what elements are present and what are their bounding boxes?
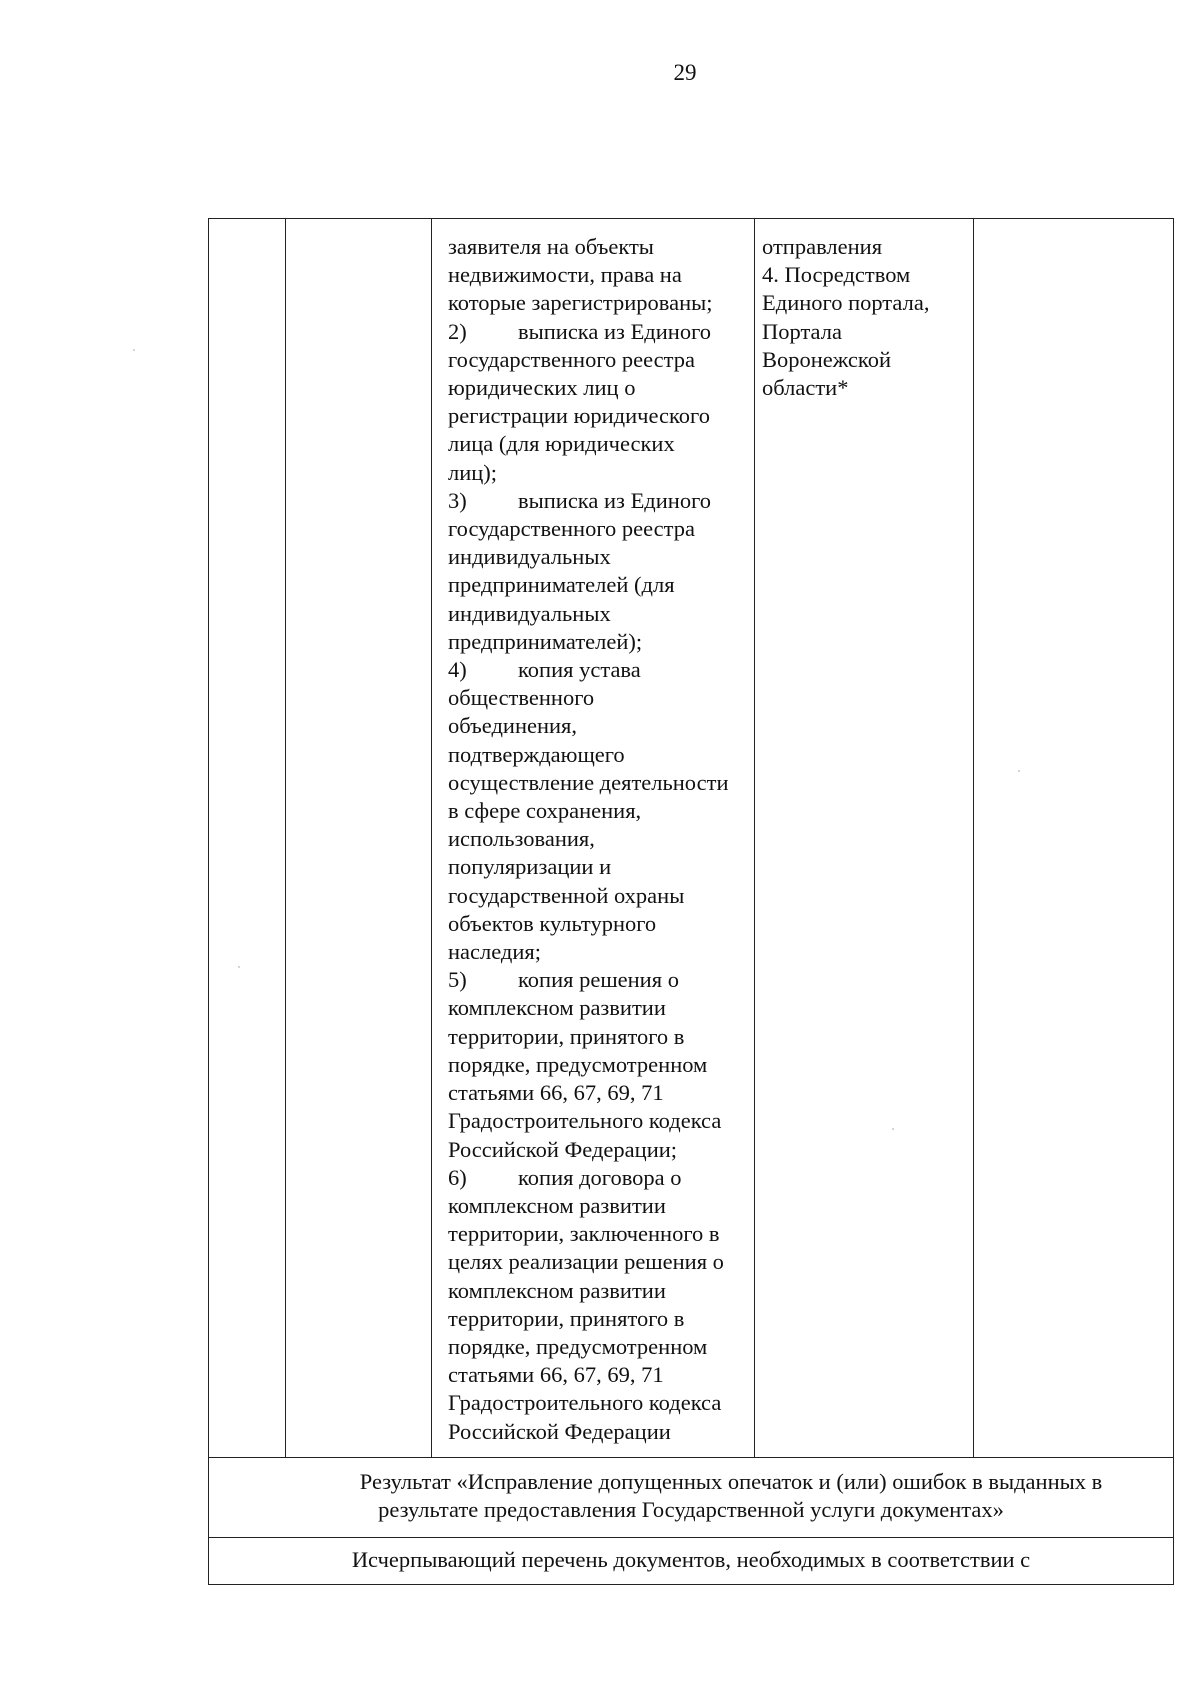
submission-method-line: Портала — [762, 318, 842, 344]
document-list-line — [448, 1418, 728, 1446]
list-item-text: общественного — [448, 685, 595, 711]
list-item-text: копия договора о — [518, 1164, 682, 1190]
list-item-text: наследия; — [448, 939, 542, 965]
document-list-line — [448, 233, 728, 261]
document-list-line — [448, 712, 728, 740]
document-list-line — [448, 1192, 728, 1220]
list-item-text: объединения, — [448, 713, 578, 739]
document-list-line — [448, 1333, 728, 1361]
list-item-text: выписка из Единого — [518, 487, 712, 513]
document-list-line — [448, 1389, 728, 1417]
document-list-line — [448, 1220, 728, 1248]
list-item-text: которые зарегистрированы; — [448, 290, 713, 316]
list-item-text: индивидуальных — [448, 544, 611, 570]
list-item-text: в сфере сохранения, — [448, 798, 642, 824]
submission-method-line: Воронежской — [762, 346, 891, 372]
list-item-number: 3) — [448, 487, 467, 513]
result-heading-row — [209, 1458, 1173, 1538]
scan-speck — [133, 349, 135, 351]
document-list-line — [448, 966, 728, 994]
document-list-line — [448, 600, 728, 628]
list-item-text: статьями 66, 67, 69, 71 — [448, 1080, 664, 1106]
scan-speck — [892, 1128, 894, 1130]
document-list-line — [448, 459, 728, 487]
list-item-text: осуществление деятельности — [448, 769, 729, 795]
list-item-text: государственной охраны — [448, 882, 685, 908]
submission-method-line: отправления — [762, 234, 883, 259]
document-list-line — [448, 628, 728, 656]
document-list-line — [448, 289, 728, 317]
list-item-text: объектов культурного — [448, 910, 657, 936]
document-list-line — [448, 853, 728, 881]
list-item-text: предпринимателей); — [448, 628, 643, 654]
list-item-number: 2) — [448, 318, 467, 344]
documents-table — [208, 218, 1174, 1585]
documents-heading-row — [209, 1538, 1173, 1584]
list-item-text: недвижимости, права на — [448, 262, 682, 288]
document-list-line — [448, 684, 728, 712]
document-list-line — [448, 402, 728, 430]
document-list-line — [448, 261, 728, 289]
document-list-line — [448, 318, 728, 346]
result-heading-line: результате предоставления Государственной услуги документах» — [378, 1497, 1004, 1522]
list-item-text: Градостроительного кодекса — [448, 1390, 722, 1416]
document-list-line — [448, 938, 728, 966]
list-item-text: комплексном развитии — [448, 1192, 666, 1218]
list-item-text: регистрации юридического — [448, 403, 710, 429]
document-list-line — [448, 430, 728, 458]
document-list-line — [448, 769, 728, 797]
document-list-line — [448, 1136, 728, 1164]
list-item-text: Российской Федерации — [448, 1418, 671, 1444]
list-item-text: лиц); — [448, 459, 498, 485]
list-item-number: 6) — [448, 1164, 467, 1190]
list-item-text: комплексном развитии — [448, 1277, 666, 1303]
list-item-text: территории, принятого в — [448, 1305, 685, 1331]
list-item-text: популяризации и — [448, 854, 612, 880]
document-list-line — [448, 994, 728, 1022]
document-list-line — [448, 741, 728, 769]
document-list-line — [448, 1023, 728, 1051]
list-item-text: подтверждающего — [448, 741, 625, 767]
column-divider — [754, 219, 755, 1457]
submission-method-line: области* — [762, 375, 849, 401]
document-list-line — [448, 1305, 728, 1333]
list-item-text: Градостроительного кодекса — [448, 1108, 722, 1134]
list-item-text: целях реализации решения о — [448, 1249, 724, 1275]
list-item-text: предпринимателей (для — [448, 572, 675, 598]
list-item-text: территории, принятого в — [448, 1023, 685, 1049]
document-list-line — [448, 1277, 728, 1305]
list-item-text: копия устава — [518, 657, 641, 683]
table-row — [209, 219, 1173, 1458]
list-item-text: индивидуальных — [448, 600, 611, 626]
document-list-line — [448, 543, 728, 571]
list-item-text: использования, — [448, 826, 595, 852]
scan-speck — [238, 966, 240, 968]
document-list-line — [448, 374, 728, 402]
documents-list-cell — [448, 233, 728, 1446]
list-item-text: территории, заключенного в — [448, 1221, 720, 1247]
document-list-line — [448, 571, 728, 599]
scan-speck — [1018, 770, 1020, 772]
document-list-line — [448, 656, 728, 684]
list-item-text: лица (для юридических — [448, 431, 675, 457]
document-list-line — [448, 1051, 728, 1079]
list-item-text: юридических лиц о — [448, 375, 636, 401]
document-list-line — [448, 487, 728, 515]
document-list-line — [448, 825, 728, 853]
column-divider — [431, 219, 432, 1457]
submission-methods-cell — [762, 233, 929, 402]
list-item-text: статьями 66, 67, 69, 71 — [448, 1362, 664, 1388]
submission-method-line: Единого портала, — [762, 290, 930, 316]
list-item-number: 5) — [448, 967, 467, 993]
document-list-line — [448, 1248, 728, 1276]
submission-method-line: 4. Посредством — [762, 262, 911, 288]
list-item-text: порядке, предусмотренном — [448, 1333, 708, 1359]
document-list-line — [448, 515, 728, 543]
list-item-text: порядке, предусмотренном — [448, 1051, 708, 1077]
list-item-text: копия решения о — [518, 967, 679, 993]
document-list-line — [448, 1079, 728, 1107]
list-item-text: государственного реестра — [448, 346, 695, 372]
result-heading-line: Результат «Исправление допущенных опечаток и (или) ошибок в выданных в — [359, 1469, 1103, 1494]
document-list-line — [448, 1361, 728, 1389]
document-list-line — [448, 346, 728, 374]
documents-heading-line: Исчерпывающий перечень документов, необходимых в соответствии с — [351, 1547, 1031, 1572]
list-item-text: государственного реестра — [448, 516, 695, 542]
document-list-line — [448, 882, 728, 910]
document-list-line — [448, 910, 728, 938]
column-divider — [973, 219, 974, 1457]
page-number: 29 — [673, 60, 697, 85]
list-item-text: Российской Федерации; — [448, 1136, 678, 1162]
list-item-text: заявителя на объекты — [448, 234, 654, 259]
document-list-line — [448, 1107, 728, 1135]
column-divider — [285, 219, 286, 1457]
list-item-text: комплексном развитии — [448, 995, 666, 1021]
document-list-line — [448, 797, 728, 825]
list-item-text: выписка из Единого — [518, 318, 712, 344]
list-item-number: 4) — [448, 657, 467, 683]
document-list-line — [448, 1164, 728, 1192]
